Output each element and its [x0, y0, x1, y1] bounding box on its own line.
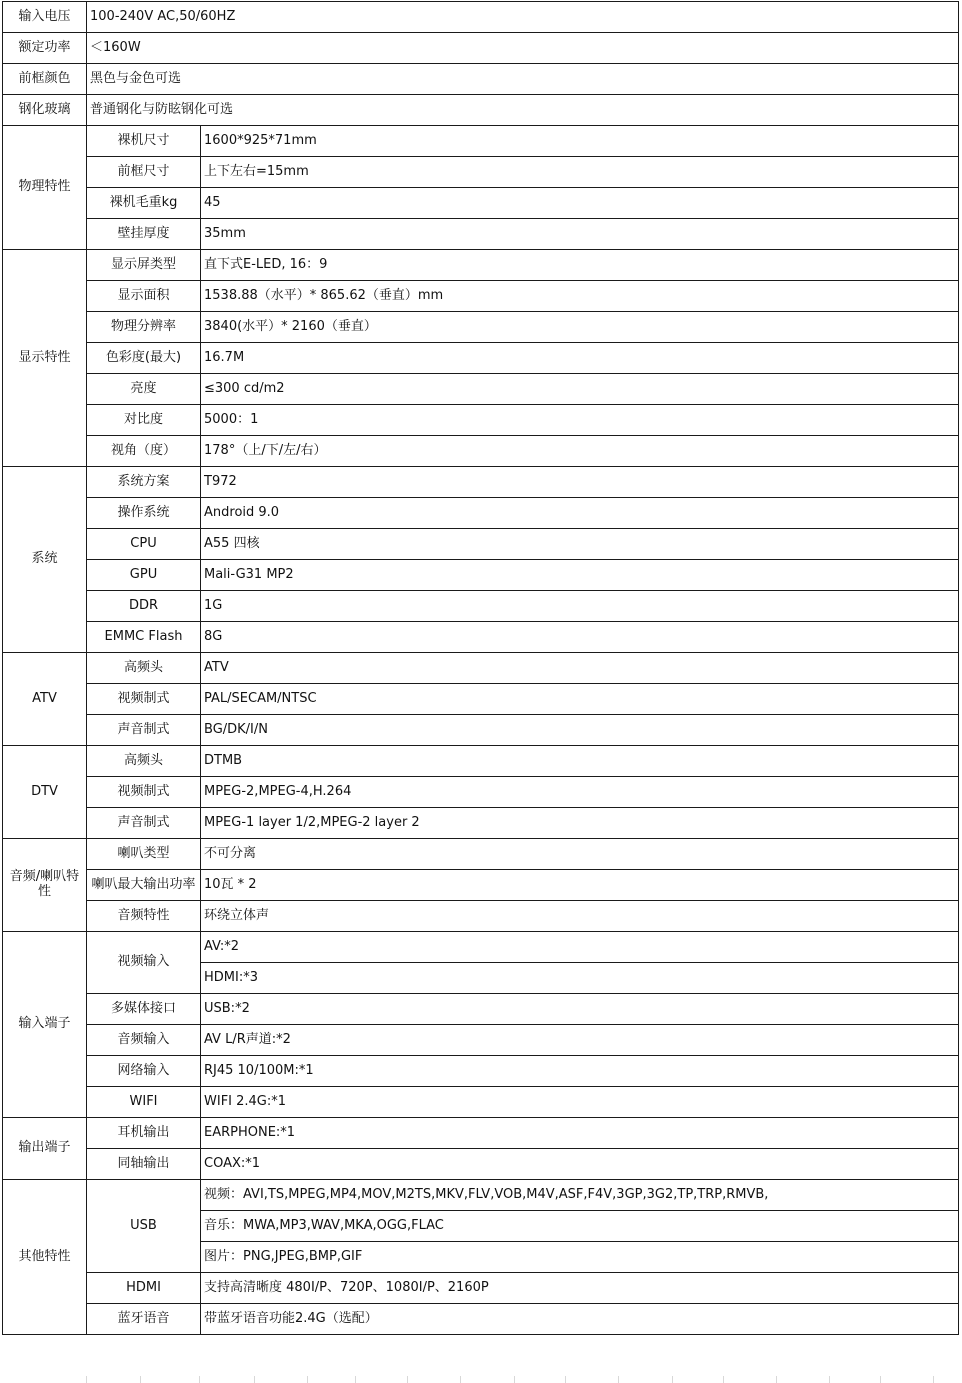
spec-value-cell: T972 — [201, 467, 959, 498]
spec-label-cell: 音频特性 — [87, 901, 201, 932]
spec-table-body — [3, 2, 959, 1335]
spec-label-cell: HDMI — [87, 1273, 201, 1304]
table-row — [3, 715, 959, 746]
spec-label-cell: 视频输入 — [87, 932, 201, 994]
spec-label-cell: DDR — [87, 591, 201, 622]
spec-value-cell: RJ45 10/100M:*1 — [201, 1056, 959, 1087]
spec-label-cell: 高频头 — [87, 746, 201, 777]
table-row — [3, 436, 959, 467]
spec-value-cell: 音乐：MWA,MP3,WAV,MKA,OGG,FLAC — [201, 1211, 959, 1242]
spec-value-cell: BG/DK/I/N — [201, 715, 959, 746]
table-row — [3, 374, 959, 405]
spec-table — [2, 1, 959, 1335]
spec-value-cell: ＜160W — [87, 33, 959, 64]
spec-label-cell: 网络输入 — [87, 1056, 201, 1087]
spec-value-cell: EARPHONE:*1 — [201, 1118, 959, 1149]
table-row — [3, 684, 959, 715]
spec-category-cell: 前框颜色 — [3, 64, 87, 95]
table-row — [3, 2, 959, 33]
table-row — [3, 405, 959, 436]
spec-label-cell: 裸机毛重kg — [87, 188, 201, 219]
spec-label-cell: 声音制式 — [87, 808, 201, 839]
spec-value-cell: 45 — [201, 188, 959, 219]
table-row — [3, 126, 959, 157]
spec-label-cell: 色彩度(最大) — [87, 343, 201, 374]
table-row — [3, 1118, 959, 1149]
spec-label-cell: 显示屏类型 — [87, 250, 201, 281]
spec-label-cell: GPU — [87, 560, 201, 591]
table-row — [3, 1149, 959, 1180]
spec-value-cell: 35mm — [201, 219, 959, 250]
table-row — [3, 901, 959, 932]
spec-label-cell: 视频制式 — [87, 684, 201, 715]
spec-category-cell: 额定功率 — [3, 33, 87, 64]
table-row — [3, 64, 959, 95]
table-row — [3, 188, 959, 219]
table-row — [3, 1025, 959, 1056]
table-row — [3, 157, 959, 188]
spec-value-cell: 视频：AVI,TS,MPEG,MP4,MOV,M2TS,MKV,FLV,VOB,M4V,ASF,F4V,3GP,3G2,TP,TRP,RMVB, — [201, 1180, 959, 1211]
table-row — [3, 498, 959, 529]
spec-value-cell: 上下左右=15mm — [201, 157, 959, 188]
table-row — [3, 1056, 959, 1087]
table-row — [3, 622, 959, 653]
spec-label-cell: 耳机输出 — [87, 1118, 201, 1149]
spec-value-cell: 图片：PNG,JPEG,BMP,GIF — [201, 1242, 959, 1273]
spec-category-cell: 其他特性 — [3, 1180, 87, 1335]
spec-category-cell: 显示特性 — [3, 250, 87, 467]
spec-value-cell: 支持高清晰度 480I/P、720P、1080I/P、2160P — [201, 1273, 959, 1304]
table-row — [3, 529, 959, 560]
spec-label-cell: 多媒体接口 — [87, 994, 201, 1025]
spec-value-cell: 5000：1 — [201, 405, 959, 436]
spec-category-cell: DTV — [3, 746, 87, 839]
spec-value-cell: 直下式E-LED, 16：9 — [201, 250, 959, 281]
spec-label-cell: 蓝牙语音 — [87, 1304, 201, 1335]
table-row — [3, 250, 959, 281]
spec-label-cell: 同轴输出 — [87, 1149, 201, 1180]
spec-label-cell: 声音制式 — [87, 715, 201, 746]
table-row — [3, 219, 959, 250]
spec-label-cell: 视角（度） — [87, 436, 201, 467]
spec-value-cell: 不可分离 — [201, 839, 959, 870]
spec-category-cell: 输入端子 — [3, 932, 87, 1118]
spec-category-cell: 物理特性 — [3, 126, 87, 250]
spec-label-cell: CPU — [87, 529, 201, 560]
spec-value-cell: 100-240V AC,50/60HZ — [87, 2, 959, 33]
spec-value-cell: 黑色与金色可选 — [87, 64, 959, 95]
spec-label-cell: WIFI — [87, 1087, 201, 1118]
spec-label-cell: 喇叭最大输出功率 — [87, 870, 201, 901]
spec-value-cell: 178°（上/下/左/右） — [201, 436, 959, 467]
spec-value-cell: COAX:*1 — [201, 1149, 959, 1180]
spec-value-cell: 1538.88（水平）* 865.62（垂直）mm — [201, 281, 959, 312]
spec-category-cell: 输入电压 — [3, 2, 87, 33]
spec-value-cell: 3840(水平）* 2160（垂直） — [201, 312, 959, 343]
spec-label-cell: 前框尺寸 — [87, 157, 201, 188]
spec-value-cell: 8G — [201, 622, 959, 653]
spec-value-cell: MPEG-2,MPEG-4,H.264 — [201, 777, 959, 808]
spec-label-cell: 显示面积 — [87, 281, 201, 312]
spec-label-cell: 喇叭类型 — [87, 839, 201, 870]
sheet-gridline-tail — [0, 1376, 962, 1383]
table-row — [3, 1087, 959, 1118]
table-row — [3, 994, 959, 1025]
spec-label-cell: EMMC Flash — [87, 622, 201, 653]
table-row — [3, 932, 959, 963]
table-row — [3, 653, 959, 684]
spec-value-cell: Android 9.0 — [201, 498, 959, 529]
spec-label-cell: 系统方案 — [87, 467, 201, 498]
spec-label-cell: 对比度 — [87, 405, 201, 436]
spec-label-cell: 操作系统 — [87, 498, 201, 529]
spec-label-cell: USB — [87, 1180, 201, 1273]
table-row — [3, 839, 959, 870]
spec-value-cell: ≤300 cd/m2 — [201, 374, 959, 405]
spec-label-cell: 裸机尺寸 — [87, 126, 201, 157]
spec-value-cell: MPEG-1 layer 1/2,MPEG-2 layer 2 — [201, 808, 959, 839]
spec-value-cell: AV L/R声道:*2 — [201, 1025, 959, 1056]
spec-value-cell: Mali-G31 MP2 — [201, 560, 959, 591]
table-row — [3, 281, 959, 312]
spec-value-cell: 16.7M — [201, 343, 959, 374]
spec-value-cell: HDMI:*3 — [201, 963, 959, 994]
table-row — [3, 312, 959, 343]
table-row — [3, 95, 959, 126]
spec-value-cell: 普通钢化与防眩钢化可选 — [87, 95, 959, 126]
spec-value-cell: 10瓦 * 2 — [201, 870, 959, 901]
spec-value-cell: 1600*925*71mm — [201, 126, 959, 157]
spec-value-cell: ATV — [201, 653, 959, 684]
spec-category-cell: 钢化玻璃 — [3, 95, 87, 126]
spec-label-cell: 物理分辨率 — [87, 312, 201, 343]
table-row — [3, 1180, 959, 1211]
table-row — [3, 467, 959, 498]
spec-label-cell: 高频头 — [87, 653, 201, 684]
table-row — [3, 1273, 959, 1304]
spec-value-cell: PAL/SECAM/NTSC — [201, 684, 959, 715]
table-row — [3, 1304, 959, 1335]
table-row — [3, 33, 959, 64]
spec-value-cell: WIFI 2.4G:*1 — [201, 1087, 959, 1118]
table-row — [3, 560, 959, 591]
table-row — [3, 746, 959, 777]
spec-value-cell: AV:*2 — [201, 932, 959, 963]
table-row — [3, 343, 959, 374]
table-row — [3, 870, 959, 901]
spec-value-cell: 环绕立体声 — [201, 901, 959, 932]
spec-label-cell: 亮度 — [87, 374, 201, 405]
spec-label-cell: 视频制式 — [87, 777, 201, 808]
table-row — [3, 777, 959, 808]
spec-category-cell: 输出端子 — [3, 1118, 87, 1180]
spec-value-cell: USB:*2 — [201, 994, 959, 1025]
spec-label-cell: 壁挂厚度 — [87, 219, 201, 250]
spec-value-cell: 1G — [201, 591, 959, 622]
spec-category-cell: 系统 — [3, 467, 87, 653]
spec-value-cell: A55 四核 — [201, 529, 959, 560]
spec-label-cell: 音频输入 — [87, 1025, 201, 1056]
spec-category-cell: 音频/喇叭特性 — [3, 839, 87, 932]
spec-value-cell: DTMB — [201, 746, 959, 777]
spec-category-cell: ATV — [3, 653, 87, 746]
spec-value-cell: 带蓝牙语音功能2.4G（选配） — [201, 1304, 959, 1335]
table-row — [3, 591, 959, 622]
table-row — [3, 808, 959, 839]
